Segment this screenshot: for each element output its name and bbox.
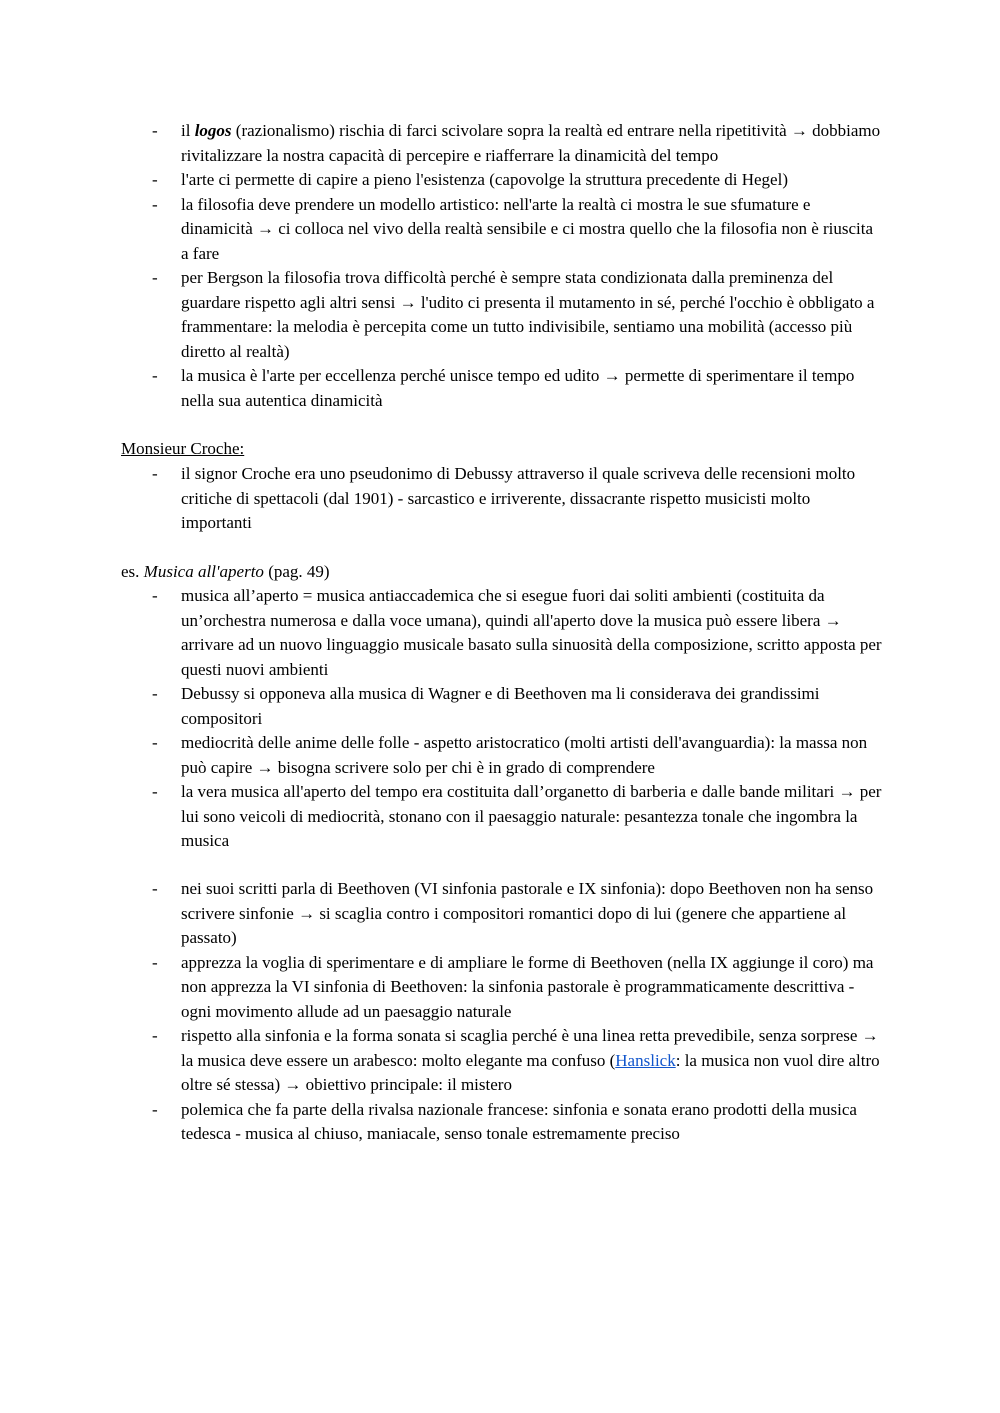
musica-aperto-heading: es. Musica all'aperto (pag. 49) xyxy=(121,562,330,581)
list-item: - mediocrità delle anime delle folle - aspetto aristocratico (molti artisti dell'avanguardia): la massa non può capire → bisogna scrivere solo per chi è in grado di comprendere xyxy=(0,731,1000,780)
list-item: - la filosofia deve prendere un modello artistico: nell'arte la realtà ci mostra le sue sfumature e dinamicità → ci colloca nel vivo della realtà sensibile e ci mostra quello che la filosofia non è riuscita a fare xyxy=(0,193,1000,267)
list-item: - il logos (razionalismo) rischia di farci scivolare sopra la realtà ed entrare nella ripetitività → dobbiamo rivitalizzare la nostra capacità di percepire e riafferrare la dinamicità del tempo xyxy=(0,119,1000,168)
hanslick-link[interactable]: Hanslick xyxy=(615,1050,676,1070)
list-item: - il signor Croche era uno pseudonimo di Debussy attraverso il quale scriveva delle recensioni molto critiche di spettacoli (dal 1901) - sarcastico e irriverente, dissacrante rispetto musicisti molto importanti xyxy=(0,462,1000,536)
list-item: - musica all’aperto = musica antiaccademica che si esegue fuori dai soliti ambienti (costituita da un’orchestra numerosa e dalla voce umana), quindi all'aperto dove la musica può essere libera → arrivare ad un nuovo linguaggio musicale basato sulla sinuosità della composizione, scritto apposta per questi nuovi ambienti xyxy=(0,584,1000,682)
croche-list xyxy=(0,462,1000,536)
bergson-list xyxy=(0,119,1000,413)
list-item: - la musica è l'arte per eccellenza perché unisce tempo ed udito → permette di sperimentare il tempo nella sua autentica dinamicità xyxy=(0,364,1000,413)
work-title: Musica all'aperto xyxy=(143,562,264,581)
logos-emphasis: logos xyxy=(194,121,232,140)
list-item: - polemica che fa parte della rivalsa nazionale francese: sinfonia e sonata erano prodotti della musica tedesca - musica al chiuso, maniacale, senso tonale estremamente preciso xyxy=(0,1098,1000,1147)
aperto-list xyxy=(0,584,1000,854)
list-item: - per Bergson la filosofia trova difficoltà perché è sempre stata condizionata dalla preminenza del guardare rispetto agli altri sensi → l'udito ci presenta il mutamento in sé, perché l'occhio è obbligato a frammentare: la melodia è percepita come un tutto indivisibile, sentiamo una mobilità (accesso più diretto al realtà) xyxy=(0,266,1000,364)
beethoven-list xyxy=(0,877,1000,1147)
list-item: - nei suoi scritti parla di Beethoven (VI sinfonia pastorale e IX sinfonia): dopo Beethoven non ha senso scrivere sinfonie → si scaglia contro i compositori romantici dopo di lui (genere che appartiene al passato) xyxy=(0,877,1000,951)
list-item: - rispetto alla sinfonia e la forma sonata si scaglia perché è una linea retta prevedibile, senza sorprese → la musica deve essere un arabesco: molto elegante ma confuso (Hanslick: la musica non vuol dire altro oltre sé stessa) → obiettivo principale: il mistero xyxy=(0,1024,1000,1098)
list-item: - la vera musica all'aperto del tempo era costituita dall’organetto di barberia e dalle bande militari → per lui sono veicoli di mediocrità, stonano con il paesaggio naturale: pesantezza tonale che ingombra la musica xyxy=(0,780,1000,854)
list-item: - Debussy si opponeva alla musica di Wagner e di Beethoven ma li considerava dei grandissimi compositori xyxy=(0,682,1000,731)
list-item: - apprezza la voglia di sperimentare e di ampliare le forme di Beethoven (nella IX aggiunge il coro) ma non apprezza la VI sinfonia di Beethoven: la sinfonia pastorale è programmaticamente descrittiva - ogni movimento allude ad un paesaggio naturale xyxy=(0,951,1000,1025)
list-item: - l'arte ci permette di capire a pieno l'esistenza (capovolge la struttura precedente di Hegel) xyxy=(0,168,1000,193)
monsieur-croche-heading: Monsieur Croche: xyxy=(121,439,245,458)
